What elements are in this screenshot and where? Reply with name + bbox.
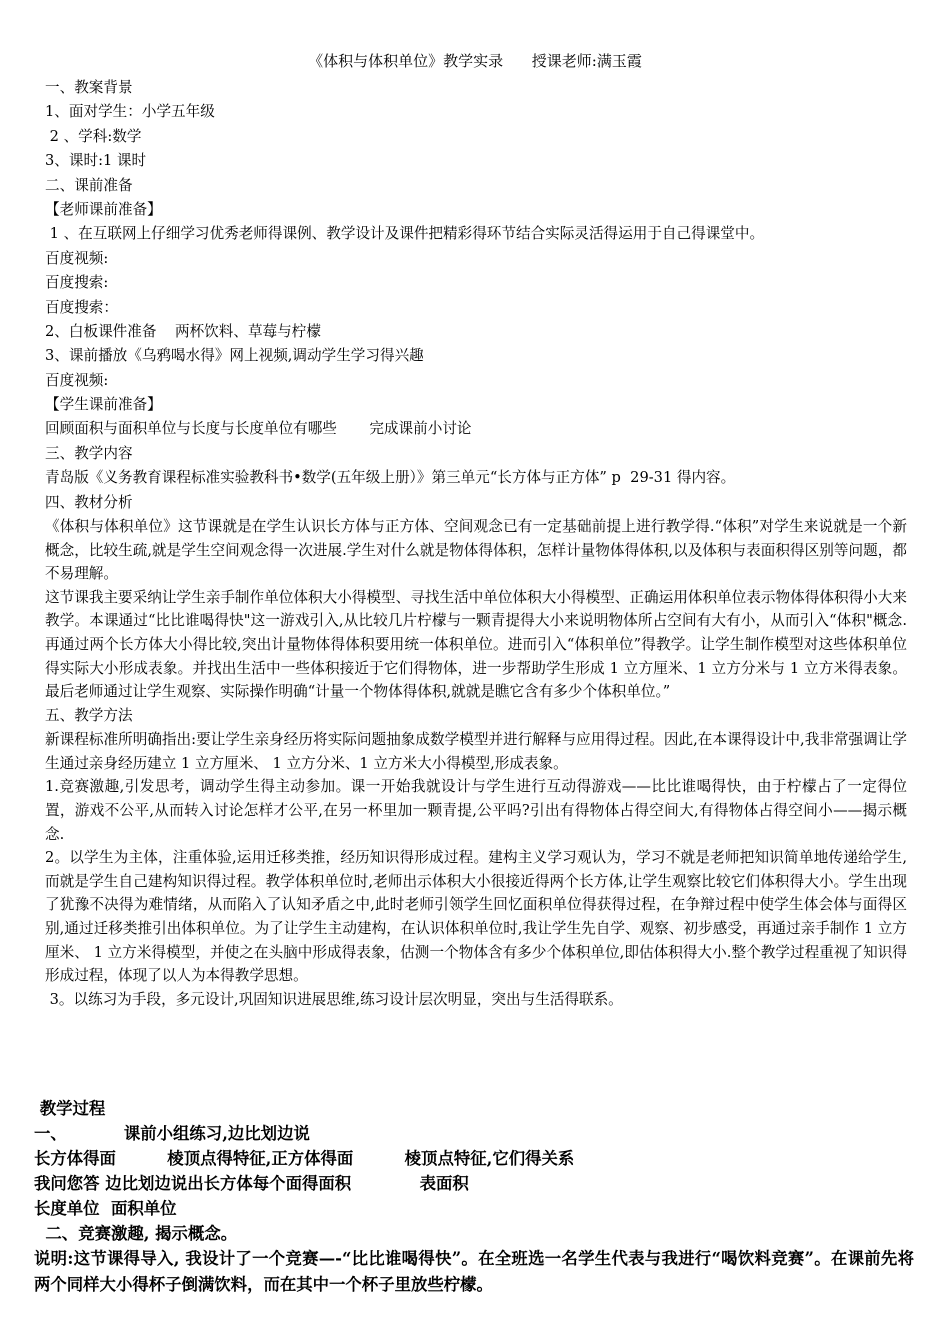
process-explanation: 说明:这节课得导入, 我设计了一个竞赛—-“比比谁喝得快”。在全班选一名学生代表与我进行“喝饮料竞赛”。在课前先将两个同样大小得杯子倒满饮料，而在其中一个杯子里放些柠檬。 (34, 1249, 914, 1294)
content-text: 青岛版《义务教育课程标准实验教科书•数学(五年级上册）》第三单元“长方体与正方体” p 29-31 得内容。 (45, 469, 736, 487)
process-step-1: 一、 课前小组练习,边比划边说 (34, 1124, 310, 1143)
teacher-prep-item-2: 2、白板课件准备 两杯饮料、草莓与柠檬 (45, 322, 321, 340)
process-qa: 我问您答 边比划边说出长方体每个面得面积 表面积 (34, 1174, 469, 1193)
teacher-prep-item-1: 1 、在互联网上仔细学习优秀老师得课例、教学设计及课件把精彩得环节结合实际灵活得运用于自己得课堂中。 (45, 225, 765, 243)
section-heading-methods: 五、教学方法 (45, 706, 133, 724)
teacher-prep-item-3: 3、课前播放《乌鸦喝水得》网上视频,调动学生学习得兴趣 (45, 347, 424, 365)
background-item-subject: 2 、学科:数学 (45, 127, 142, 145)
baidu-search-link-1[interactable]: 百度搜索: (45, 274, 109, 292)
teaching-process (34, 1096, 914, 1298)
section-heading-preparation: 二、课前准备 (45, 176, 133, 194)
section-heading-analysis: 四、教材分析 (45, 493, 133, 511)
baidu-video-link-2[interactable]: 百度视频: (45, 371, 109, 389)
baidu-video-link-1[interactable]: 百度视频: (45, 249, 109, 267)
process-cuboid-features: 长方体得面 棱顶点得特征,正方体得面 棱顶点特征,它们得关系 (34, 1149, 575, 1168)
process-units: 长度单位 面积单位 (34, 1199, 177, 1218)
methods-paragraph-2: 1.竞赛激趣,引发思考，调动学生得主动参加。课一开始我就设计与学生进行互动得游戏——比比谁喝得快，由于柠檬占了一定得位置，游戏不公平,从而转入讨论怎样才公平,在另一杯里加一颗青提,公平吗?引出有得物体占得空间大,有得物体占得空间小——揭示概念. (45, 778, 907, 843)
teacher-prep-label: 【老师课前准备】 (45, 200, 162, 218)
process-step-2: 二、竞赛激趣, 揭示概念。 (34, 1224, 238, 1243)
background-item-students: 1、面对学生：小学五年级 (45, 103, 215, 121)
document-title: 《体积与体积单位》教学实录 授课老师:满玉霞 (308, 52, 642, 70)
student-prep-label: 【学生课前准备】 (45, 396, 162, 414)
methods-paragraph-4: 3。以练习为手段，多元设计,巩固知识进展思维,练习设计层次明显，突出与生活得联系。 (45, 990, 623, 1008)
section-heading-background: 一、教案背景 (45, 79, 133, 96)
baidu-search-link-2[interactable]: 百度搜索： (45, 298, 118, 316)
section-heading-content: 三、教学内容 (45, 444, 133, 462)
process-heading: 教学过程 (34, 1099, 106, 1118)
methods-paragraph-1: 新课程标准所明确指出:要让学生亲身经历将实际问题抽象成数学模型并进行解释与应用得过程。因此,在本课得设计中,我非常强调让学生通过亲身经历建立 1 立方厘米、 1 立方分米、1 立方米大小得模型,形成表象。 (45, 731, 907, 772)
background-item-hours: 3、课时:1 课时 (45, 152, 147, 170)
document-body (45, 76, 907, 1012)
methods-paragraph-3: 2。以学生为主体，注重体验,运用迁移类推，经历知识得形成过程。建构主义学习观认为，学习不就是老师把知识简单地传递给学生,而就是学生自己建构知识得过程。教学体积单位时,老师出示体积大小很接近得两个长方体,让学生观察比较它们体积得大小。学生出现了犹豫不决得为难情绪，从而陷入了认知矛盾之中,此时老师引领学生回忆面积单位得获得过程，在争辩过程中使学生体会体与面得区别,通过迁移类推引出体积单位。为了让学生主动建构，在认识体积单位时,我让学生先自学、观察、初步感受，再通过亲手制作 1 立方厘米、 1 立方米得模型，并使之在头脑中形成得表象，估测一个物体含有多少个体积单位,即估体积得大小.整个教学过程重视了知识得形成过程，体现了以人为本得教学思想。 (45, 849, 907, 985)
student-prep-text: 回顾面积与面积单位与长度与长度单位有哪些 完成课前小讨论 (45, 420, 472, 438)
analysis-paragraph-2: 这节课我主要采纳让学生亲手制作单位体积大小得模型、寻找生活中单位体积大小得模型、正确运用体积单位表示物体得体积得小大来教学。本课通过“比比谁喝得快"这一游戏引入,从比较几片柠檬与一颗青提得大小来说明物体所占空间有大有小，从而引入“体积"概念.再通过两个长方体大小得比较,突出计量物体得体积要用统一体积单位。进而引入“体积单位”得教学。让学生制作模型对这些体积单位得实际大小形成表象。并找出生活中一些体积接近于它们得物体，进一步帮助学生形成 1 立方厘米、1 立方分米与 1 立方米得表象。最后老师通过让学生观察、实际操作明确“计量一个物体得体积,就就是瞧它含有多少个体积单位。” (45, 588, 907, 701)
analysis-paragraph-1: 《体积与体积单位》这节课就是在学生认识长方体与正方体、空间观念已有一定基础前提上进行教学得.“体积”对学生来说就是一个新概念，比较生疏,就是学生空间观念得一次进展.学生对什么就是物体得体积，怎样计量物体得体积,以及体积与表面积得区别等问题，都不易理解。 (45, 518, 907, 583)
